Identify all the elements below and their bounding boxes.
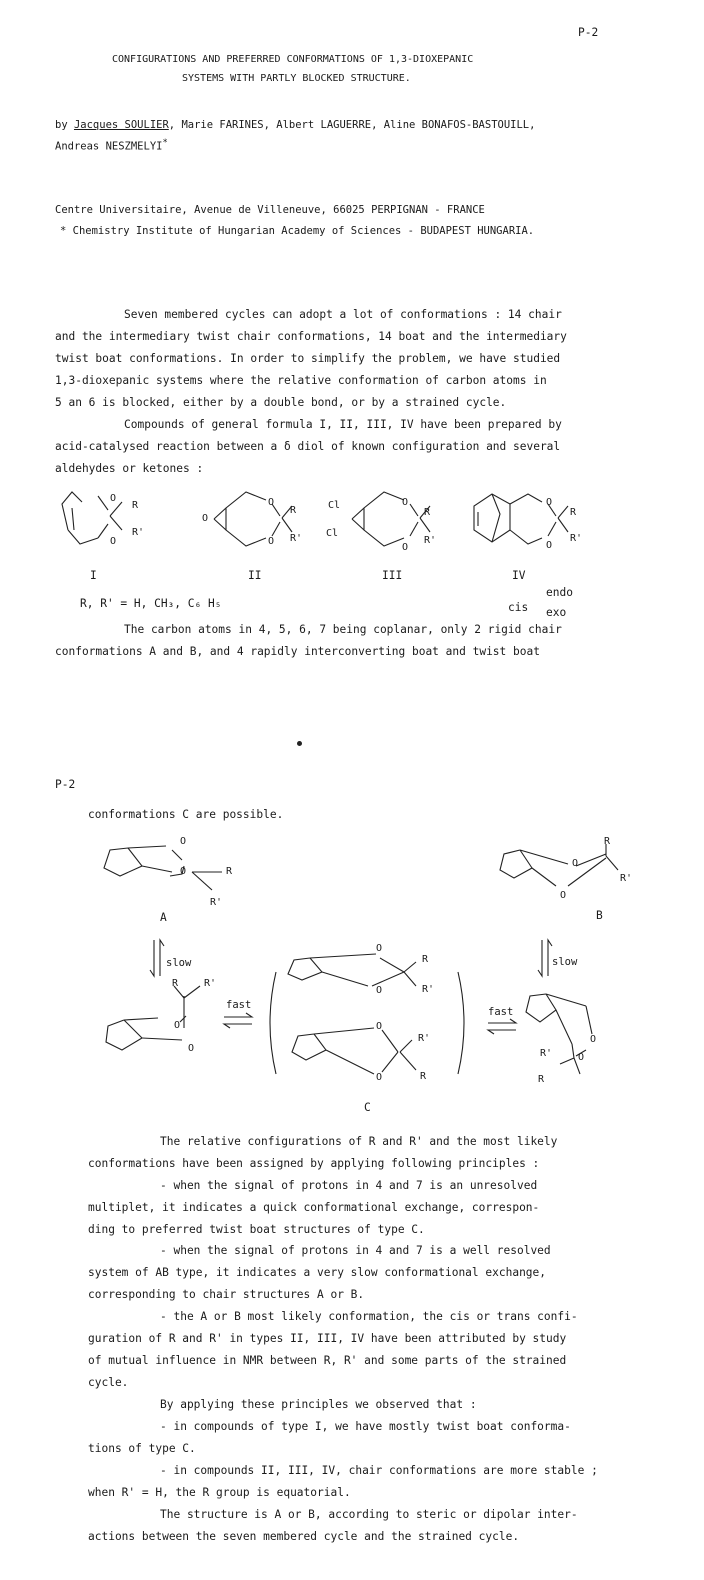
- para5-line-1: The relative configurations of R and R' and the most likely: [160, 1135, 558, 1148]
- fast-equilibrium-arrow-left: [222, 1012, 256, 1030]
- compound-III-O1: O: [402, 497, 409, 508]
- label-C: C: [364, 1101, 371, 1114]
- authors-prefix: by: [55, 119, 74, 131]
- conformation-A-R: R: [226, 866, 233, 877]
- compound-III-O2: O: [402, 542, 409, 553]
- slow-equilibrium-arrow-left: [148, 936, 168, 980]
- conformation-B-O2: O: [560, 890, 567, 901]
- conformation-C-upper-O1: O: [376, 943, 383, 954]
- twist-boat-right-Rp: R': [540, 1048, 553, 1059]
- compound-I-R: R: [132, 500, 139, 511]
- compound-III-Cl2: Cl: [326, 528, 339, 539]
- twist-boat-left-Rp: R': [204, 978, 217, 989]
- compound-II-Rp: R': [290, 533, 303, 544]
- conformation-B-R: R: [604, 836, 611, 847]
- conformation-A-Rp: R': [210, 897, 223, 908]
- fast-equilibrium-arrow-right: [486, 1018, 520, 1036]
- para5-line-6: - when the signal of protons in 4 and 7 is a well resolved: [160, 1244, 551, 1257]
- compound-label-IV: IV: [512, 569, 526, 582]
- para5-line-4: multiplet, it indicates a quick conformational exchange, correspon-: [88, 1201, 540, 1214]
- twist-boat-right-O1: O: [590, 1034, 597, 1045]
- compound-label-I: I: [90, 569, 97, 582]
- para2-line-2: acid-catalysed reaction between a δ diol of known configuration and several: [55, 440, 561, 453]
- compound-label-III: III: [382, 569, 403, 582]
- para3-line-1: The carbon atoms in 4, 5, 6, 7 being coplanar, only 2 rigid chair: [124, 623, 562, 636]
- cis-label: cis: [508, 601, 529, 614]
- conformation-C-lower-O2: O: [376, 1072, 383, 1083]
- para5-line-13: By applying these principles we observed that :: [160, 1398, 477, 1411]
- conformation-A-O1: O: [180, 836, 187, 847]
- label-B: B: [596, 909, 603, 922]
- compound-label-II: II: [248, 569, 262, 582]
- compound-IV-structure: [466, 486, 596, 556]
- compound-II-structure: [198, 486, 308, 556]
- affiliation-1: Centre Universitaire, Avenue de Villeneuve, 66025 PERPIGNAN - FRANCE: [55, 204, 485, 216]
- para5-line-14: - in compounds of type I, we have mostly twist boat conforma-: [160, 1420, 571, 1433]
- endo-label: endo: [546, 586, 573, 599]
- para5-line-16: - in compounds II, III, IV, chair conformations are more stable ;: [160, 1464, 598, 1477]
- first-author: Jacques SOULIER: [73, 119, 169, 131]
- para5-line-3: - when the signal of protons in 4 and 7 is an unresolved: [160, 1179, 538, 1192]
- compound-II-O2: O: [268, 536, 275, 547]
- conformation-B-O1: O: [572, 858, 579, 869]
- twist-boat-left-O1: O: [174, 1020, 181, 1031]
- conformation-C-lower-O1: O: [376, 1021, 383, 1032]
- slow-label-left: slow: [166, 957, 192, 969]
- compound-III-Rp: R': [424, 535, 437, 546]
- para4: conformations C are possible.: [88, 808, 284, 821]
- conformation-A-structure: [100, 836, 240, 906]
- page-label-mid: P-2: [55, 778, 76, 791]
- authors-line-2: [55, 136, 168, 154]
- para5-line-2: conformations have been assigned by applying following principles :: [88, 1157, 540, 1170]
- para3-line-2: conformations A and B, and 4 rapidly interconverting boat and twist boat: [55, 645, 540, 658]
- twist-boat-right-R: R: [538, 1074, 545, 1085]
- authors-line-1: [55, 118, 535, 132]
- para2-line-1: Compounds of general formula I, II, III, IV have been prepared by: [124, 418, 562, 431]
- compound-II-O-epoxide: O: [202, 513, 209, 524]
- para5-line-8: corresponding to chair structures A or B.: [88, 1288, 365, 1301]
- twist-boat-right-O2: O: [578, 1052, 585, 1063]
- twist-boat-right-structure: [520, 988, 620, 1088]
- para5-line-10: guration of R and R' in types II, III, IV have been attributed by study: [88, 1332, 567, 1345]
- para5-line-18: The structure is A or B, according to steric or dipolar inter-: [160, 1508, 578, 1521]
- conformation-C-upper: [284, 946, 444, 996]
- compound-II-R: R: [290, 505, 297, 516]
- compound-I-O1: O: [110, 493, 117, 504]
- conformation-C-upper-Rp: R': [422, 984, 435, 995]
- para1-line-2: and the intermediary twist chair conformations, 14 boat and the intermediary: [55, 330, 567, 343]
- author-star: *: [162, 138, 168, 148]
- page-label-top: P-2: [578, 26, 599, 39]
- compound-IV-R: R: [570, 507, 577, 518]
- para5-line-5: ding to preferred twist boat structures of type C.: [88, 1223, 425, 1236]
- compound-IV-O1: O: [546, 497, 553, 508]
- para5-line-19: actions between the seven membered cycle and the strained cycle.: [88, 1530, 520, 1543]
- para1-line-3: twist boat conformations. In order to simplify the problem, we have studied: [55, 352, 561, 365]
- para2-line-3: aldehydes or ketones :: [55, 462, 204, 475]
- authors-rest: , Marie FARINES, Albert LAGUERRE, Aline BONAFOS-BASTOUILL,: [168, 119, 536, 131]
- compound-I-Rp: R': [132, 527, 145, 538]
- author-neszmelyi: Andreas NESZMELYI: [55, 140, 163, 153]
- title-line-2: SYSTEMS WITH PARTLY BLOCKED STRUCTURE.: [182, 73, 411, 84]
- compound-IV-Rp: R': [570, 533, 583, 544]
- compound-I-O2: O: [110, 536, 117, 547]
- para1-line-5: 5 an 6 is blocked, either by a double bond, or by a strained cycle.: [55, 396, 507, 409]
- compound-III-Cl1: Cl: [328, 500, 341, 511]
- fast-label-left: fast: [226, 999, 252, 1011]
- compound-III-R: R: [424, 507, 431, 518]
- exo-label: exo: [546, 606, 567, 619]
- slow-label-right: slow: [552, 956, 578, 968]
- conformation-C-upper-O2: O: [376, 985, 383, 996]
- conformation-C-upper-R: R: [422, 954, 429, 965]
- affiliation-2: * Chemistry Institute of Hungarian Academy of Sciences - BUDAPEST HUNGARIA.: [60, 225, 535, 237]
- para5-line-17: when R' = H, the R group is equatorial.: [88, 1486, 351, 1499]
- compound-II-O1: O: [268, 497, 275, 508]
- para5-line-7: system of AB type, it indicates a very slow conformational exchange,: [88, 1266, 547, 1279]
- compound-IV-O2: O: [546, 540, 553, 551]
- para1-line-1: Seven membered cycles can adopt a lot of conformations : 14 chair: [124, 308, 562, 321]
- label-A: A: [160, 911, 167, 924]
- conformation-A-O2: O: [180, 866, 187, 877]
- para5-line-12: cycle.: [88, 1376, 129, 1389]
- twist-boat-left-O2: O: [188, 1043, 195, 1054]
- conformation-C-lower-R: R: [420, 1071, 427, 1082]
- substituents-label: R, R' = H, CH₃, C₆ H₅: [80, 597, 222, 610]
- para5-line-9: - the A or B most likely conformation, the cis or trans confi-: [160, 1310, 578, 1323]
- conformation-C-lower-Rp: R': [418, 1033, 431, 1044]
- title-line-1: CONFIGURATIONS AND PREFERRED CONFORMATIONS OF 1,3-DIOXEPANIC: [112, 54, 474, 65]
- para5-line-11: of mutual influence in NMR between R, R' and some parts of the strained: [88, 1354, 567, 1367]
- twist-boat-left-structure: [100, 976, 210, 1076]
- para5-line-15: tions of type C.: [88, 1442, 196, 1455]
- twist-boat-left-R: R: [172, 978, 179, 989]
- conformation-B-Rp: R': [620, 873, 633, 884]
- para1-line-4: 1,3-dioxepanic systems where the relative conformation of carbon atoms in: [55, 374, 547, 387]
- fast-label-right: fast: [488, 1006, 514, 1018]
- stray-dot: [297, 741, 302, 746]
